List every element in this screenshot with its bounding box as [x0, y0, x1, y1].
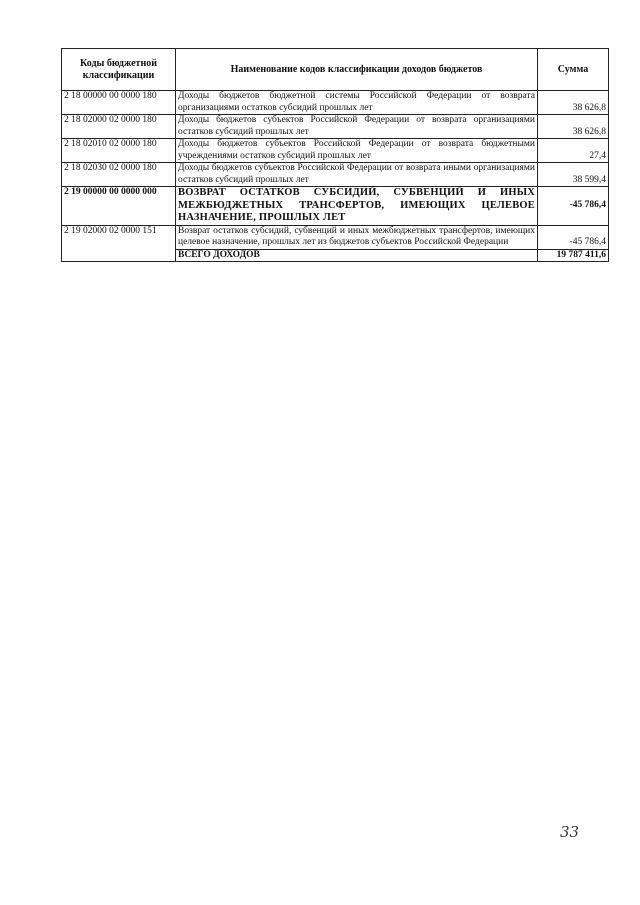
table-row: [62, 225, 609, 249]
row-sum: 38 626,8: [538, 91, 609, 115]
row-sum: 27,4: [538, 139, 609, 163]
header-sum: Сумма: [538, 49, 609, 91]
row-code: 2 18 00000 00 0000 180: [62, 91, 176, 115]
total-code: [62, 249, 176, 262]
table-row: [62, 91, 609, 115]
total-row: [62, 249, 609, 262]
table-row: [62, 115, 609, 139]
total-sum: 19 787 411,6: [538, 249, 609, 262]
row-code: 2 18 02030 02 0000 180: [62, 163, 176, 187]
revenue-table: [61, 48, 609, 262]
row-name: Возврат остатков субсидий, субвенций и иных межбюджетных трансфертов, имеющих целевое назначение, прошлых лет из бюджетов субъектов Российской Федерации: [176, 225, 538, 249]
row-code: 2 19 02000 02 0000 151: [62, 225, 176, 249]
row-name: Доходы бюджетов бюджетной системы Российской Федерации от возврата организациями остатков субсидий прошлых лет: [176, 91, 538, 115]
row-code: 2 19 00000 00 0000 000: [62, 187, 176, 226]
row-sum: -45 786,4: [538, 187, 609, 226]
total-label: ВСЕГО ДОХОДОВ: [176, 249, 538, 262]
row-name: ВОЗВРАТ ОСТАТКОВ СУБСИДИЙ, СУБВЕНЦИЙ И ИНЫХ МЕЖБЮДЖЕТНЫХ ТРАНСФЕРТОВ, ИМЕЮЩИХ ЦЕЛЕВОЕ НАЗНАЧЕНИЕ, ПРОШЛЫХ ЛЕТ: [176, 187, 538, 226]
row-code: 2 18 02010 02 0000 180: [62, 139, 176, 163]
row-code: 2 18 02000 02 0000 180: [62, 115, 176, 139]
table-header-row: [62, 49, 609, 91]
table-row: [62, 163, 609, 187]
header-code: Коды бюджетной классификации: [62, 49, 176, 91]
row-name: Доходы бюджетов субъектов Российской Федерации от возврата иными организациями остатков субсидий прошлых лет: [176, 163, 538, 187]
page-number: 33: [560, 823, 580, 841]
row-name: Доходы бюджетов субъектов Российской Федерации от возврата организациями остатков субсидий прошлых лет: [176, 115, 538, 139]
header-name: Наименование кодов классификации доходов бюджетов: [176, 49, 538, 91]
row-sum: -45 786,4: [538, 225, 609, 249]
table-row: [62, 139, 609, 163]
table-row: [62, 187, 609, 226]
row-sum: 38 626,8: [538, 115, 609, 139]
row-sum: 38 599,4: [538, 163, 609, 187]
row-name: Доходы бюджетов субъектов Российской Федерации от возврата бюджетными учреждениями остатков субсидий прошлых лет: [176, 139, 538, 163]
